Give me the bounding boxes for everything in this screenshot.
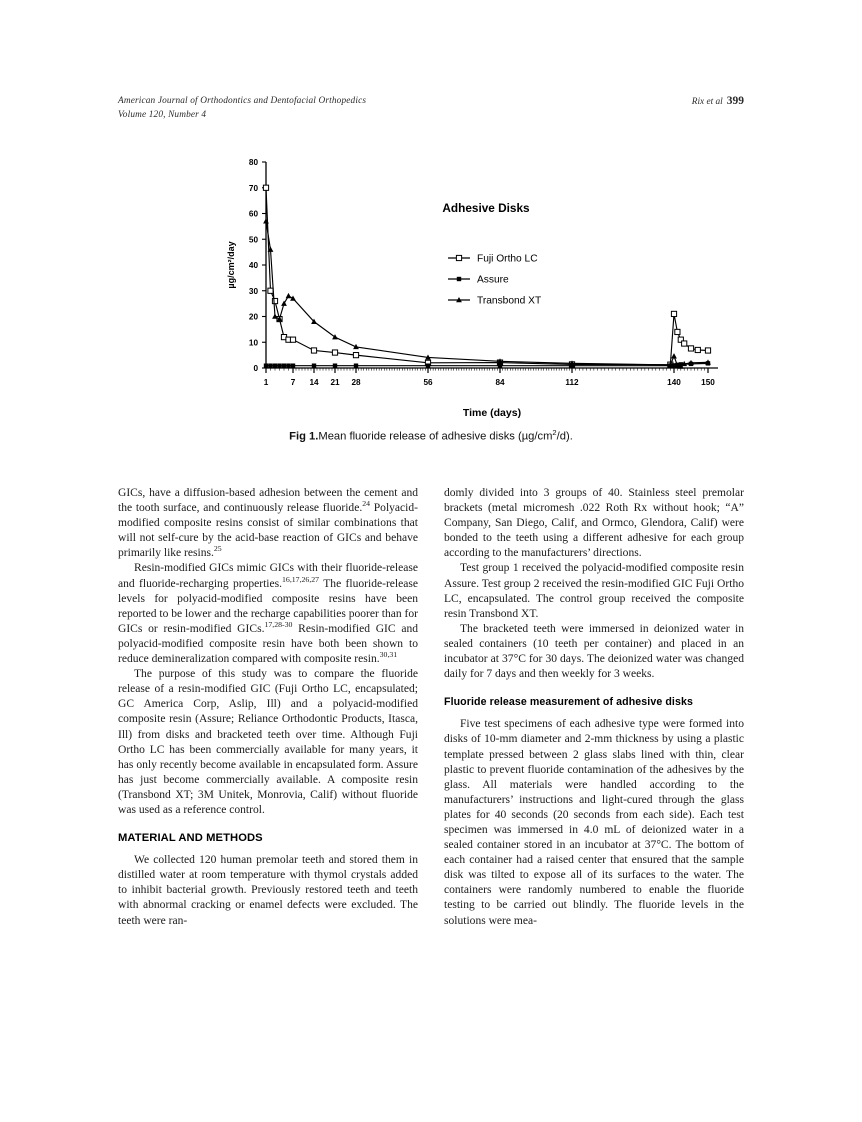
- legend-label: Assure: [477, 274, 509, 286]
- x-tick-label: 14: [309, 378, 319, 387]
- body-paragraph: domly divided into 3 groups of 40. Stainless steel premolar brackets (metal micromesh .022 Roth Rx without hook; “A” Company, San Diego, Calif, and Ormco, Glendora, Calif) were bonded to the teeth using a different adhesive for each group according to the manufacturers’ directions.: [444, 487, 744, 560]
- legend-marker: [456, 255, 461, 260]
- figure-caption-exponent: 2: [552, 428, 557, 437]
- series-marker: [333, 363, 337, 367]
- y-axis-label: µg/cm²/day: [226, 241, 236, 289]
- figure-caption-text: Mean fluoride release of adhesive disks (µg/cm: [318, 430, 553, 443]
- series-marker: [291, 363, 295, 367]
- body-paragraph: GICs, have a diffusion-based adhesion between the cement and the tooth surface, and continuously release fluoride.$^{24}$ Polyacid-modified composite resins consist of similar combinations that will not self-cure by the acid-base reaction of GICs and behave primarily like resins.$^{25}$: [118, 487, 419, 560]
- body-paragraph: The bracketed teeth were immersed in deionized water in sealed containers (10 teeth per container) and placed in an incubator at 37°C for 30 days. The deionized water was changed daily for 7 days and then weekly for 3 weeks.: [444, 622, 744, 681]
- series-marker: [286, 363, 290, 367]
- series-marker: [268, 363, 272, 367]
- series-marker: [277, 363, 281, 367]
- series-line: [266, 221, 708, 366]
- series-marker: [282, 363, 286, 367]
- running-head-authors: Rix et al: [691, 97, 723, 107]
- legend-label: Fuji Ortho LC: [477, 253, 538, 265]
- right-column-paragraphs: [444, 486, 744, 682]
- series-marker: [695, 347, 700, 352]
- series-marker: [671, 311, 676, 316]
- series-marker: [312, 363, 316, 367]
- reference-superscript: 25: [213, 544, 222, 554]
- series-marker: [426, 363, 430, 367]
- x-tick-label: 1: [263, 378, 269, 387]
- series-marker: [290, 337, 295, 342]
- series-marker: [272, 298, 277, 303]
- y-tick-label: 10: [248, 338, 258, 348]
- x-tick-label: 150: [701, 378, 715, 387]
- left-column-paragraphs-after-heading: [118, 853, 418, 928]
- series-marker: [286, 293, 292, 298]
- figure-caption-tail: /d).: [556, 430, 573, 443]
- legend-marker: [457, 277, 461, 281]
- left-column-paragraphs: [118, 486, 418, 818]
- running-head-journal: [118, 95, 366, 122]
- x-axis-label: Time (days): [462, 407, 522, 418]
- chart-container: [118, 150, 744, 418]
- series-marker: [705, 348, 710, 353]
- body-paragraph: Resin-modified GICs mimic GICs with their fluoride-release and fluoride-recharging properties.$^{16,17,26,27}$ The fluoride-release levels for polyacid-modified composite resins have been reported to be lower and the recharge capabilities poorer than for GICs or resin-modified GICs.$^{17,28-30}$ Resin-modified GIC and polyacid-modified composite resin have both been shown to reduce demineralization compared with composite resin.$^{30,31}$: [118, 562, 418, 666]
- heading-fluoride-release-measurement: Fluoride release measurement of adhesive disks: [444, 696, 693, 709]
- series-marker: [675, 329, 680, 334]
- y-tick-label: 70: [248, 183, 258, 193]
- series-marker: [671, 353, 677, 358]
- chart-title: Adhesive Disks: [442, 201, 530, 215]
- series-marker: [311, 348, 316, 353]
- page-number: 399: [726, 95, 744, 107]
- figure-caption: [118, 428, 744, 443]
- reference-superscript: 16,17,26,27: [282, 574, 320, 584]
- series-marker: [263, 218, 269, 223]
- y-tick-label: 60: [248, 209, 258, 219]
- right-column-paragraphs-after-heading: [444, 717, 744, 928]
- body-paragraph: Test group 1 received the polyacid-modified composite resin Assure. Test group 2 received the resin-modified GIC Fuji Ortho LC, encapsulated. The control group received the composite resin Transbond XT.: [444, 562, 744, 620]
- series-marker: [264, 363, 268, 367]
- heading-material-and-methods: MATERIAL AND METHODS: [118, 832, 263, 845]
- series-marker: [353, 353, 358, 358]
- running-head: [118, 95, 744, 122]
- body-paragraph: We collected 120 human premolar teeth and stored them in distilled water at room temperature with thymol crystals added to inhibit bacterial growth. Previously restored teeth and teeth with abnormal cracking or enamel defects were excluded. The teeth were ran-: [118, 854, 418, 927]
- x-tick-label: 112: [565, 378, 579, 387]
- line-chart: [118, 150, 744, 418]
- series-marker: [281, 301, 287, 306]
- reference-superscript: 17,28-30: [264, 620, 293, 629]
- y-tick-label: 50: [248, 235, 258, 245]
- x-tick-label: 7: [290, 378, 296, 387]
- series-marker: [332, 350, 337, 355]
- x-tick-label: 140: [667, 378, 681, 387]
- series-marker: [354, 363, 358, 367]
- series-marker: [263, 185, 268, 190]
- y-tick-label: 40: [248, 261, 258, 271]
- figure-caption-label: Fig 1.: [289, 430, 319, 443]
- legend-label: Transbond XT: [477, 295, 542, 307]
- body-paragraph: The purpose of this study was to compare the fluoride release of a resin-modified GIC (Fuji Ortho LC, encapsulated; GC America Corp, Aslip, Ill) and a polyacid-modified composite resin (Assure; Reliance Orthodontic Products, Itasca, Ill) from disks and bracketed teeth over time. Although Fuji Ortho LC has been commercially available for many years, it has only recently become available in encapsulated form. Assure has just become commercially available. A composite resin (Transbond XT; 3M Unitek, Monrovia, Calif) without fluoride was used as a reference control.: [118, 668, 418, 816]
- series-marker: [682, 341, 687, 346]
- x-tick-label: 84: [495, 378, 505, 387]
- series-marker: [498, 363, 502, 367]
- reference-superscript: 24: [362, 499, 371, 509]
- reference-superscript: 30,31: [379, 650, 398, 660]
- series-marker: [688, 346, 693, 351]
- series-marker: [273, 363, 277, 367]
- body-column-left: [118, 486, 418, 929]
- x-tick-label: 21: [330, 378, 340, 387]
- y-tick-label: 80: [248, 158, 258, 168]
- journal-volume: Volume 120, Number 4: [118, 109, 207, 120]
- x-tick-label: 56: [423, 378, 433, 387]
- journal-title: American Journal of Orthodontics and Dentofacial Orthopedics: [118, 96, 367, 106]
- body-paragraph: Five test specimens of each adhesive type were formed into disks of 10-mm diameter and 2-mm thickness by using a plastic template pressed between 2 glass slabs lined with thin, clear plastic to prevent fluoride contamination of the adhesives by the glass. All materials were handled according to the manufacturers’ instructions and light-cured through the glass plates for 40 seconds (20 seconds from each side). Each test specimen was immersed in 4.0 mL of deionized water in a sealed container stored in an incubator at 37°C. The bottom of each container had a raised center that ensured that the sample disk was tilted to expose all of its surfaces to the water. The containers were randomly numbered to enable the fluoride testing to be carried out blindly. The fluoride levels in the solutions were mea-: [444, 718, 744, 927]
- y-tick-label: 0: [253, 364, 258, 374]
- running-head-page: [692, 95, 744, 110]
- figure-1: [118, 150, 744, 418]
- body-column-right: [444, 486, 744, 929]
- y-tick-label: 20: [248, 312, 258, 322]
- y-tick-label: 30: [248, 286, 258, 296]
- series-marker: [268, 288, 273, 293]
- x-tick-label: 28: [351, 378, 361, 387]
